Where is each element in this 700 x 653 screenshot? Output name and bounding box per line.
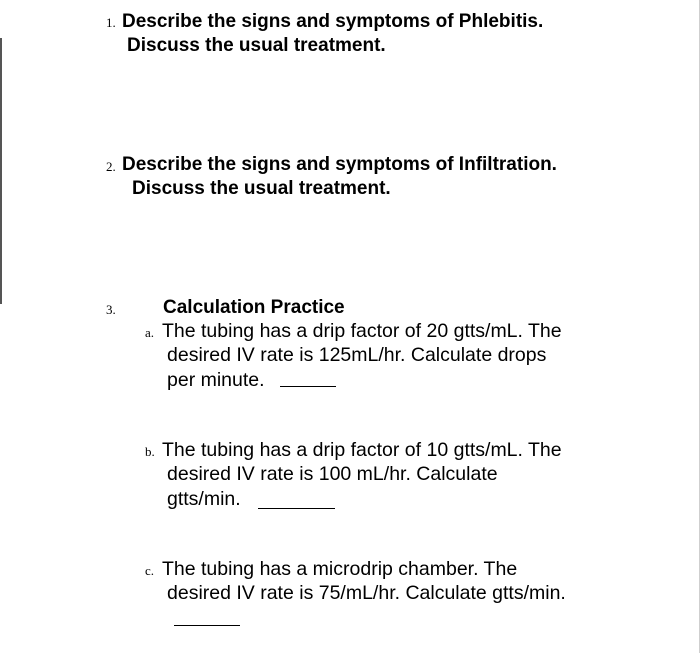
part-a-answer-blank[interactable] — [280, 386, 336, 387]
part-b-letter: b. — [145, 444, 155, 459]
question-3-heading: Calculation Practice — [163, 297, 345, 318]
part-a-letter: a. — [145, 325, 155, 340]
part-a-line-2: desired IV rate is 125mL/hr. Calculate drops — [167, 344, 547, 366]
question-2-number: 2. — [106, 159, 116, 174]
part-a-line-3: per minute. — [167, 369, 265, 391]
part-b-line-1: The tubing has a drip factor of 10 gtts/mL. The — [162, 439, 562, 461]
left-page-edge — [0, 38, 2, 304]
question-3-number: 3. — [106, 302, 116, 317]
part-c-answer-blank[interactable] — [174, 625, 240, 626]
part-b-answer-blank[interactable] — [258, 508, 335, 509]
question-2-line-2: Discuss the usual treatment. — [132, 178, 391, 199]
part-b-line-3: gtts/min. — [167, 488, 241, 510]
part-b-line-2: desired IV rate is 100 mL/hr. Calculate — [167, 463, 498, 485]
part-c-line-2: desired IV rate is 75/mL/hr. Calculate gtts/min. — [167, 582, 566, 604]
question-1-line-1: Describe the signs and symptoms of Phlebitis. — [122, 11, 544, 32]
part-c-letter: c. — [145, 563, 155, 578]
part-c-line-1: The tubing has a microdrip chamber. The — [162, 558, 518, 580]
question-1-line-2: Discuss the usual treatment. — [127, 35, 386, 56]
question-1-number: 1. — [106, 15, 116, 30]
question-2-line-1: Describe the signs and symptoms of Infiltration. — [122, 154, 557, 175]
part-a-line-1: The tubing has a drip factor of 20 gtts/mL. The — [162, 320, 562, 342]
